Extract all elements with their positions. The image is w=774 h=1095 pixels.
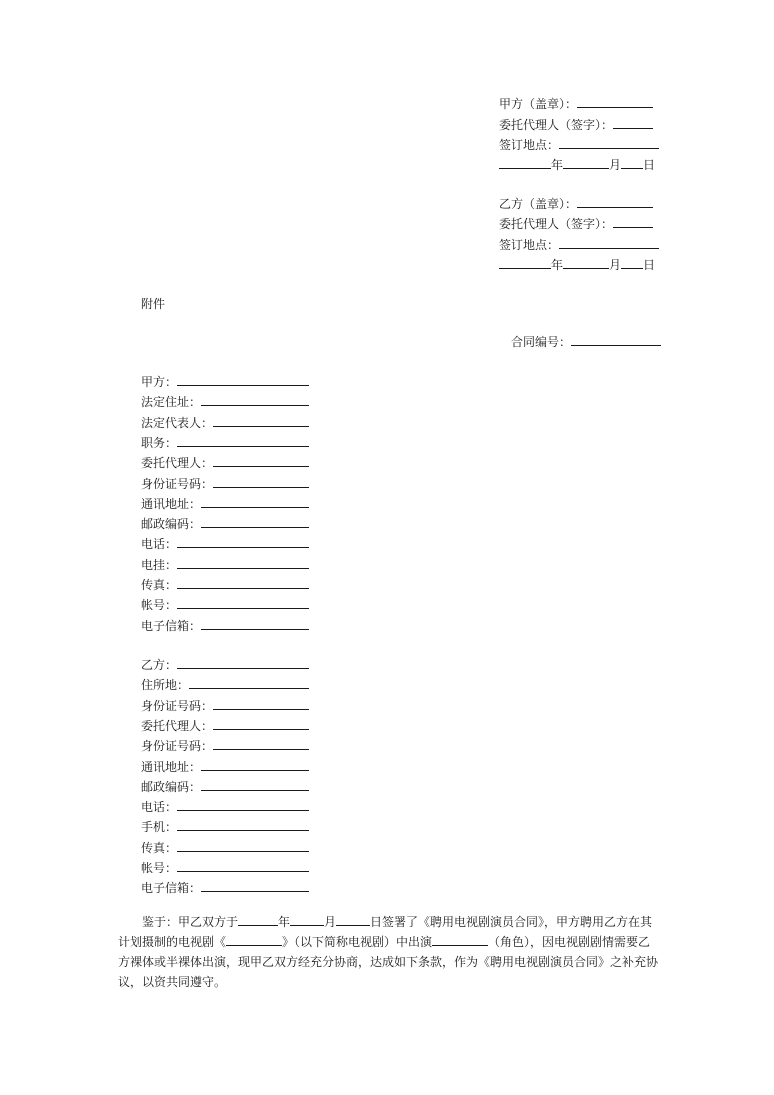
party-a-field-label: 电挂： [141,557,178,572]
party-a-field-label: 职务： [141,435,178,450]
party-b-year-blank[interactable] [499,255,551,269]
party-a-field-label: 电子信箱： [141,618,202,633]
party-b-field-label: 传真： [141,840,178,855]
party-a-field-blank[interactable] [177,555,309,569]
party-a-field-row [141,453,309,471]
party-b-field-row [141,757,309,775]
contract-number-label: 合同编号： [511,335,572,349]
party-a-month-blank[interactable] [563,155,609,169]
party-b-agent-blank[interactable] [613,214,653,228]
party-a-seal-blank[interactable] [577,94,653,108]
party-a-year-label: 年 [551,158,564,172]
party-b-field-label: 电子信箱： [141,881,202,896]
party-a-place-line [499,135,659,153]
party-a-field-label: 身份证号码： [141,476,214,491]
preamble-year-blank[interactable] [238,912,278,926]
party-b-field-row [141,675,309,693]
party-a-field-blank[interactable] [201,392,309,406]
party-a-field-blank[interactable] [213,413,309,427]
party-a-field-label: 电话： [141,537,178,552]
party-a-field-label: 邮政编码： [141,517,202,532]
party-b-field-row [141,736,309,754]
party-b-seal-label: 乙方（盖章）： [499,197,578,211]
party-b-field-label: 委托代理人： [141,718,214,733]
party-b-field-row [141,696,309,714]
preamble-series-blank[interactable] [226,932,282,946]
party-b-seal-line [499,194,653,212]
party-b-month-blank[interactable] [563,255,609,269]
party-b-place-label: 签订地点： [499,238,560,252]
party-a-field-label: 法定住址： [141,395,202,410]
party-b-field-blank[interactable] [201,878,309,892]
party-a-field-row [141,372,309,390]
party-a-agent-label: 委托代理人（签字）： [499,118,614,132]
party-a-field-row [141,575,309,593]
attachment-title: 附件 [141,297,166,311]
party-a-seal-line [499,94,653,112]
party-b-field-label: 帐号： [141,861,178,875]
party-a-field-label: 传真： [141,578,178,592]
party-a-field-blank[interactable] [177,534,309,548]
party-b-field-blank[interactable] [177,858,309,872]
party-b-day-blank[interactable] [621,255,643,269]
party-b-place-blank[interactable] [559,235,659,249]
party-b-agent-label: 委托代理人（签字）： [499,217,614,231]
preamble-text-5: 》（以下简称电视剧）中出演 [282,935,433,949]
preamble-text-1: 鉴于：甲乙双方于 [142,915,239,929]
party-b-field-label: 电话： [141,800,178,815]
party-a-field-row [141,392,309,410]
preamble-paragraph [118,912,658,992]
party-b-field-row [141,858,309,876]
party-a-field-label: 帐号： [141,598,178,613]
preamble-text-3: 月 [324,915,337,929]
party-a-field-blank[interactable] [201,494,309,508]
party-b-field-blank[interactable] [177,817,309,831]
party-b-date-line [499,255,655,273]
party-b-field-label: 身份证号码： [141,698,214,713]
party-a-field-label: 委托代理人： [141,456,214,471]
party-b-field-row [141,838,309,856]
preamble-text-4: 日签署了《聘用电视剧演员合同》，甲方聘用乙方在其计划摄制的电视剧《 [118,915,653,949]
party-b-field-blank[interactable] [177,797,309,811]
party-b-field-label: 手机： [141,820,178,835]
party-b-year-label: 年 [551,258,564,272]
party-b-field-row [141,797,309,815]
party-a-field-row [141,555,309,573]
party-b-field-blank[interactable] [201,777,309,791]
party-a-date-line [499,155,655,173]
party-a-field-blank[interactable] [213,474,309,488]
party-b-field-label: 乙方： [141,658,178,672]
contract-number-blank[interactable] [571,332,661,346]
party-b-seal-blank[interactable] [577,194,653,208]
party-b-field-row [141,817,309,835]
party-a-field-blank[interactable] [213,453,309,467]
party-a-month-label: 月 [609,158,622,172]
party-a-day-label: 日 [643,158,656,172]
preamble-text-2: 年 [278,915,291,929]
party-b-field-blank[interactable] [177,655,309,669]
party-b-field-label: 住所地： [141,678,190,693]
party-a-year-blank[interactable] [499,155,551,169]
party-a-agent-line [499,115,653,133]
party-b-field-row [141,655,309,673]
party-a-field-blank[interactable] [177,575,309,589]
party-b-field-blank[interactable] [213,736,309,750]
party-a-day-blank[interactable] [621,155,643,169]
party-a-field-blank[interactable] [177,433,309,447]
party-a-field-blank[interactable] [201,514,309,528]
party-a-field-label: 通讯地址： [141,496,202,511]
party-a-agent-blank[interactable] [613,115,653,129]
preamble-role-blank[interactable] [432,932,488,946]
party-b-field-label: 邮政编码： [141,779,202,794]
party-a-field-row [141,534,309,552]
party-a-field-row [141,514,309,532]
contract-number-line [511,332,661,350]
party-b-field-blank[interactable] [189,675,309,689]
party-b-field-row [141,777,309,795]
party-b-field-blank[interactable] [213,696,309,710]
party-b-field-row [141,878,309,896]
preamble-text-6: （角色），因电视剧剧情需要乙方裸体或半裸体出演，现甲乙双方经充分协商，达成如下条款，作为《聘用电视剧演员合同》之补充协议，以资共同遵守。 [118,935,659,989]
party-b-field-row [141,716,309,734]
party-b-field-blank[interactable] [177,838,309,852]
party-a-field-blank[interactable] [177,595,309,609]
party-b-place-line [499,235,659,253]
party-b-agent-line [499,214,653,232]
party-a-field-blank[interactable] [201,616,309,630]
party-b-field-label: 身份证号码： [141,739,214,754]
party-b-field-label: 通讯地址： [141,759,202,774]
party-a-field-row [141,474,309,492]
party-a-field-row [141,595,309,613]
party-b-field-blank[interactable] [201,757,309,771]
party-a-field-row [141,413,309,431]
preamble-month-blank[interactable] [290,912,324,926]
party-a-field-blank[interactable] [177,372,309,386]
party-a-place-label: 签订地点： [499,138,560,152]
party-a-field-label: 法定代表人： [141,415,214,430]
party-a-field-row [141,616,309,634]
preamble-day-blank[interactable] [336,912,370,926]
party-b-field-blank[interactable] [213,716,309,730]
party-a-field-label: 甲方： [141,375,178,389]
party-b-day-label: 日 [643,258,656,272]
party-a-seal-label: 甲方（盖章）： [499,97,578,111]
party-a-field-row [141,494,309,512]
party-a-field-row [141,433,309,451]
party-a-place-blank[interactable] [559,135,659,149]
party-b-month-label: 月 [609,258,622,272]
